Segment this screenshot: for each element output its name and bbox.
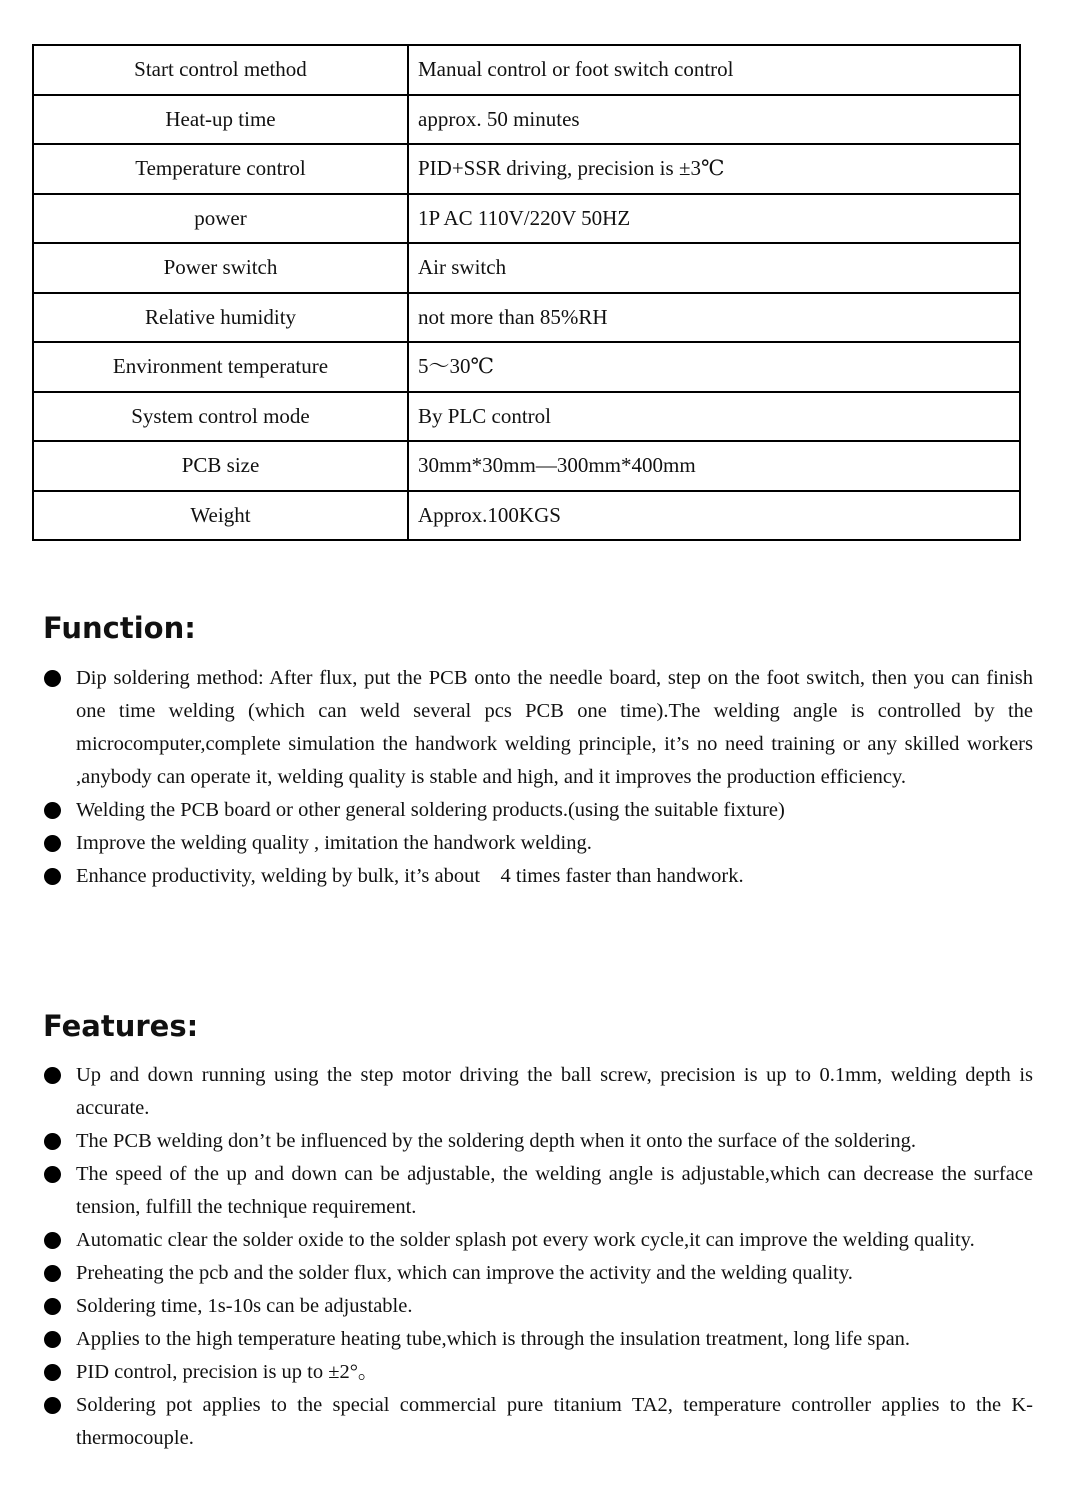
feature-item-text: The PCB welding don’t be influenced by the soldering depth when it onto the surface of the soldering. bbox=[76, 1130, 916, 1152]
list-item bbox=[43, 1257, 1033, 1290]
table-row bbox=[33, 342, 1020, 392]
table-row bbox=[33, 144, 1020, 194]
features-heading: Features: bbox=[43, 1009, 199, 1043]
spec-value: PID+SSR driving, precision is ±3℃ bbox=[408, 144, 1020, 194]
function-heading: Function: bbox=[43, 611, 196, 645]
list-item bbox=[43, 1125, 1033, 1158]
spec-value: Manual control or foot switch control bbox=[408, 45, 1020, 95]
table-row bbox=[33, 194, 1020, 244]
spec-value: Approx.100KGS bbox=[408, 491, 1020, 541]
table-row bbox=[33, 45, 1020, 95]
function-list bbox=[43, 662, 1033, 893]
list-item bbox=[43, 662, 1033, 794]
bullet-icon bbox=[44, 802, 61, 819]
bullet-icon bbox=[44, 1133, 61, 1150]
bullet-icon bbox=[44, 835, 61, 852]
spec-value: 30mm*30mm—300mm*400mm bbox=[408, 441, 1020, 491]
table-row bbox=[33, 293, 1020, 343]
bullet-icon bbox=[44, 1397, 61, 1414]
list-item bbox=[43, 827, 1033, 860]
function-item-text: Improve the welding quality , imitation the handwork welding. bbox=[76, 832, 592, 854]
bullet-icon bbox=[44, 1166, 61, 1183]
table-row bbox=[33, 392, 1020, 442]
spec-value: 5～30℃ bbox=[408, 342, 1020, 392]
table-row bbox=[33, 491, 1020, 541]
list-item bbox=[43, 1059, 1033, 1125]
spec-label: power bbox=[33, 194, 408, 244]
function-item-text: Welding the PCB board or other general soldering products.(using the suitable fixture) bbox=[76, 799, 785, 821]
spec-value: 1P AC 110V/220V 50HZ bbox=[408, 194, 1020, 244]
spec-label: Heat-up time bbox=[33, 95, 408, 145]
bullet-icon bbox=[44, 1364, 61, 1381]
spec-value: approx. 50 minutes bbox=[408, 95, 1020, 145]
table-row bbox=[33, 441, 1020, 491]
feature-item-text: Automatic clear the solder oxide to the solder splash pot every work cycle,it can improve the welding quality. bbox=[76, 1229, 975, 1251]
spec-value: not more than 85%RH bbox=[408, 293, 1020, 343]
feature-item-text: Preheating the pcb and the solder flux, which can improve the activity and the welding quality. bbox=[76, 1262, 853, 1284]
bullet-icon bbox=[44, 1067, 61, 1084]
bullet-icon bbox=[44, 670, 61, 687]
function-item-text: Enhance productivity, welding by bulk, it’s about 4 times faster than handwork. bbox=[76, 865, 744, 887]
list-item bbox=[43, 1323, 1033, 1356]
spec-label: Power switch bbox=[33, 243, 408, 293]
bullet-icon bbox=[44, 1331, 61, 1348]
bullet-icon bbox=[44, 1232, 61, 1249]
bullet-icon bbox=[44, 1265, 61, 1282]
feature-item-text: The speed of the up and down can be adjustable, the welding angle is adjustable,which can decrease the surface tension, fulfill the technique requirement. bbox=[76, 1163, 1033, 1218]
feature-item-text: PID control, precision is up to ±2°。 bbox=[76, 1361, 379, 1383]
list-item bbox=[43, 1224, 1033, 1257]
list-item bbox=[43, 794, 1033, 827]
feature-item-text: Soldering time, 1s-10s can be adjustable. bbox=[76, 1295, 413, 1317]
bullet-icon bbox=[44, 868, 61, 885]
table-row bbox=[33, 95, 1020, 145]
feature-item-text: Applies to the high temperature heating tube,which is through the insulation treatment, long life span. bbox=[76, 1328, 911, 1350]
list-item bbox=[43, 1389, 1033, 1455]
list-item bbox=[43, 1158, 1033, 1224]
function-item-text: Dip soldering method: After flux, put the PCB onto the needle board, step on the foot switch, then you can finish one time welding (which can weld several pcs PCB one time).The welding angle is controlled by the microcomputer,complete simulation the handwork welding principle, it’s no need training or any skilled workers ,anybody can operate it, welding quality is stable and high, and it improves the production efficiency. bbox=[76, 667, 1033, 788]
features-list bbox=[43, 1059, 1033, 1455]
spec-value: By PLC control bbox=[408, 392, 1020, 442]
table-row bbox=[33, 243, 1020, 293]
list-item bbox=[43, 1290, 1033, 1323]
spec-table bbox=[32, 44, 1021, 541]
list-item bbox=[43, 1356, 1033, 1389]
spec-label: PCB size bbox=[33, 441, 408, 491]
spec-label: Temperature control bbox=[33, 144, 408, 194]
bullet-icon bbox=[44, 1298, 61, 1315]
spec-label: System control mode bbox=[33, 392, 408, 442]
feature-item-text: Up and down running using the step motor driving the ball screw, precision is up to 0.1mm, welding depth is accurate. bbox=[76, 1064, 1033, 1119]
spec-label: Start control method bbox=[33, 45, 408, 95]
spec-label: Weight bbox=[33, 491, 408, 541]
spec-label: Relative humidity bbox=[33, 293, 408, 343]
spec-label: Environment temperature bbox=[33, 342, 408, 392]
spec-value: Air switch bbox=[408, 243, 1020, 293]
feature-item-text: Soldering pot applies to the special commercial pure titanium TA2, temperature controller applies to the K-thermocouple. bbox=[76, 1394, 1033, 1449]
list-item bbox=[43, 860, 1033, 893]
